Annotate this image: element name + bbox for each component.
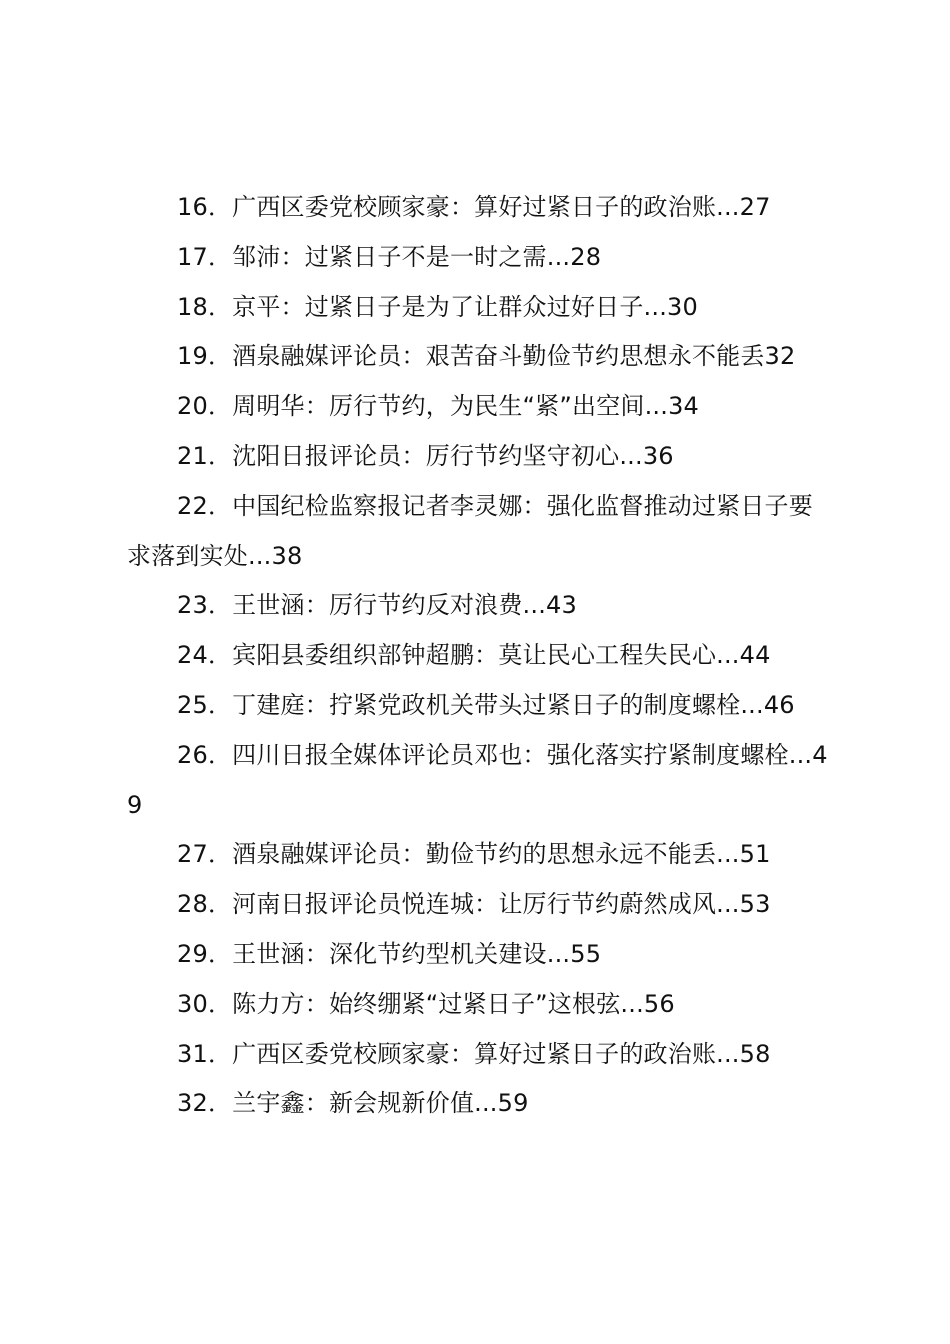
toc-entry: 30．陈力方：始终绷紧“过紧日子”这根弦...56	[177, 989, 675, 1018]
toc-entry: 28．河南日报评论员悦连城：让厉行节约蔚然成风...53	[177, 890, 771, 919]
toc-entry: 24．宾阳县委组织部钟超鹏：莫让民心工程失民心...44	[177, 641, 771, 670]
table-of-contents	[127, 183, 833, 1129]
toc-entry: 16．广西区委党校顾家豪：算好过紧日子的政治账...27	[177, 193, 771, 221]
toc-entry: 32．兰宇鑫：新会规新价值...59	[177, 1089, 529, 1118]
toc-entry: 22．中国纪检监察报记者李灵娜：强化监督推动过紧日子要求落到实处...38	[127, 491, 813, 570]
toc-entry: 29．王世涵：深化节约型机关建设...55	[177, 939, 602, 968]
toc-entry: 20．周明华：厉行节约，为民生“紧”出空间...34	[177, 392, 700, 421]
toc-entry: 23．王世涵：厉行节约反对浪费...43	[177, 591, 577, 620]
toc-entry: 18．京平：过紧日子是为了让群众过好日子...30	[177, 292, 698, 321]
toc-entry: 27．酒泉融媒评论员：勤俭节约的思想永远不能丢...51	[177, 840, 771, 869]
toc-entry: 17．邹沛：过紧日子不是一时之需...28	[177, 242, 602, 271]
toc-entry: 31．广西区委党校顾家豪：算好过紧日子的政治账...58	[177, 1039, 771, 1068]
toc-entry: 21．沈阳日报评论员：厉行节约坚守初心...36	[177, 441, 674, 470]
toc-entry: 26．四川日报全媒体评论员邓也：强化落实拧紧制度螺栓...49	[127, 740, 828, 819]
toc-entry: 19．酒泉融媒评论员：艰苦奋斗勤俭节约思想永不能丢32	[177, 342, 796, 371]
toc-entry: 25．丁建庭：拧紧党政机关带头过紧日子的制度螺栓...46	[177, 690, 795, 719]
